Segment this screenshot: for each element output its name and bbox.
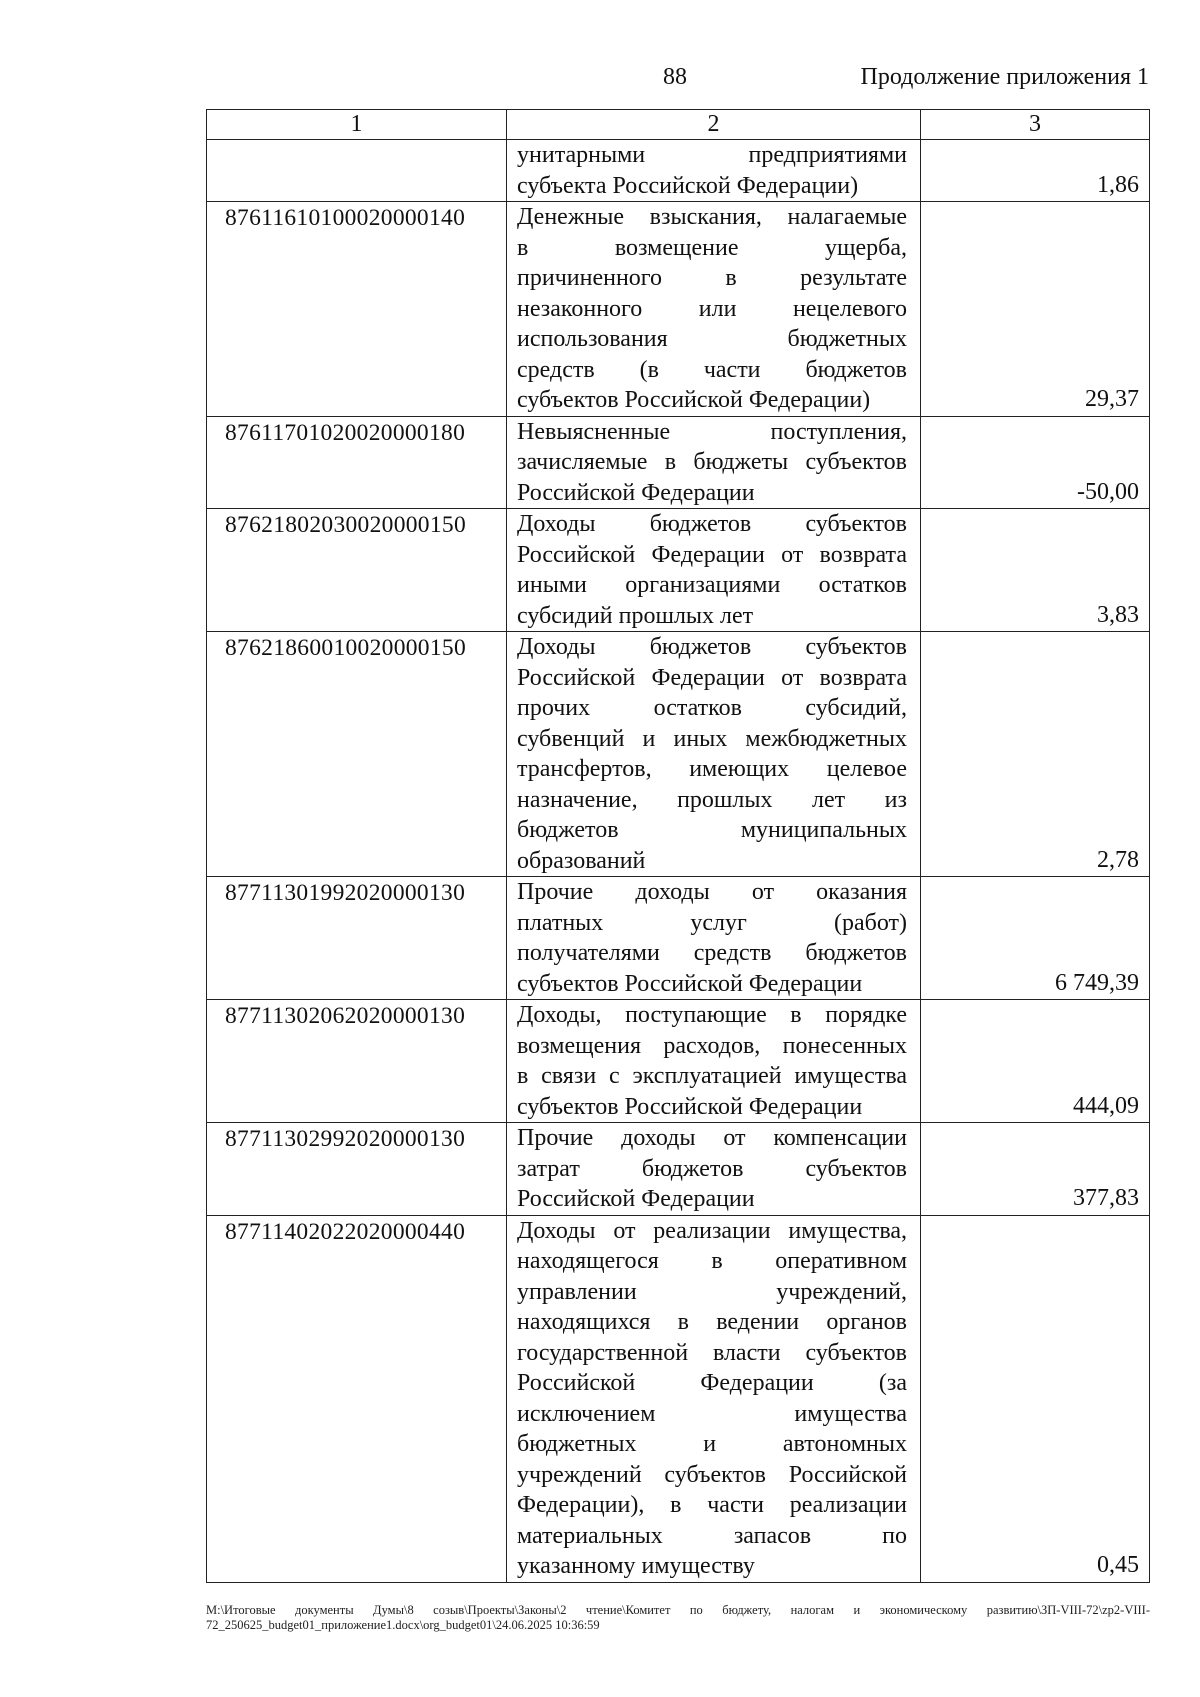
row-code xyxy=(207,140,507,202)
row-description xyxy=(507,1000,921,1123)
row-code: 87621860010020000150 xyxy=(207,632,507,877)
row-amount: 29,37 xyxy=(921,202,1150,417)
row-description xyxy=(507,509,921,632)
description-line: Невыясненные поступления, xyxy=(517,418,907,445)
row-code: 87611701020020000180 xyxy=(207,416,507,509)
row-description xyxy=(507,632,921,877)
description-line: Денежные взыскания, налагаемые xyxy=(517,204,907,230)
row-description xyxy=(507,140,921,202)
description-line: субъектов Российской Федерации xyxy=(517,970,863,997)
description-line: Прочие доходы от компенсации xyxy=(517,1125,907,1151)
row-amount: 377,83 xyxy=(921,1123,1150,1216)
description-line: иными организациями остатков xyxy=(517,572,907,598)
description-line: управлении учреждений, xyxy=(517,1278,907,1305)
row-amount: 3,83 xyxy=(921,509,1150,632)
table-row xyxy=(207,140,1150,202)
row-code: 87711402022020000440 xyxy=(207,1215,507,1582)
row-description xyxy=(507,1215,921,1582)
description-line: средств (в части бюджетов xyxy=(517,356,907,383)
description-line: затрат бюджетов субъектов xyxy=(517,1155,907,1182)
description-line: государственной власти субъектов xyxy=(517,1339,907,1366)
description-line: незаконного или нецелевого xyxy=(517,295,907,322)
table-row xyxy=(207,202,1150,417)
row-description xyxy=(507,1123,921,1216)
description-line: Российской Федерации от возврата xyxy=(517,664,907,691)
description-line: в связи с эксплуатацией имущества xyxy=(517,1063,907,1089)
description-line: Российской Федерации xyxy=(517,479,755,506)
table-row xyxy=(207,1215,1150,1582)
row-amount: -50,00 xyxy=(921,416,1150,509)
description-line: субъектов Российской Федерации xyxy=(517,1093,863,1120)
row-amount: 1,86 xyxy=(921,140,1150,202)
description-line: находящихся в ведении органов xyxy=(517,1309,907,1335)
description-line: Российской Федерации xyxy=(517,1186,755,1212)
description-line: зачисляемые в бюджеты субъектов xyxy=(517,449,907,475)
description-line: субъектов Российской Федерации) xyxy=(517,387,871,413)
description-line: учреждений субъектов Российской xyxy=(517,1461,907,1488)
description-line: возмещения расходов, понесенных xyxy=(517,1032,907,1059)
description-line: Доходы бюджетов субъектов xyxy=(517,511,907,537)
table-row xyxy=(207,416,1150,509)
row-code: 87711301992020000130 xyxy=(207,877,507,1000)
description-line: материальных запасов по xyxy=(517,1522,907,1549)
description-line: Доходы бюджетов субъектов xyxy=(517,634,907,660)
budget-table xyxy=(206,109,1150,1583)
description-line: Федерации), в части реализации xyxy=(517,1492,907,1518)
description-line: прочих остатков субсидий, xyxy=(517,695,907,721)
row-amount: 6 749,39 xyxy=(921,877,1150,1000)
description-line: использования бюджетных xyxy=(517,326,907,352)
description-line: бюджетов муниципальных xyxy=(517,817,907,843)
description-line: платных услуг (работ) xyxy=(517,909,907,936)
row-description xyxy=(507,877,921,1000)
description-line: получателями средств бюджетов xyxy=(517,940,907,966)
table-row xyxy=(207,1123,1150,1216)
description-line: бюджетных и автономных xyxy=(517,1431,907,1457)
description-line: Доходы, поступающие в порядке xyxy=(517,1002,907,1028)
row-description xyxy=(507,416,921,509)
description-line: исключением имущества xyxy=(517,1400,907,1427)
row-code: 87611610100020000140 xyxy=(207,202,507,417)
description-line: трансфертов, имеющих целевое xyxy=(517,756,907,782)
row-code: 87621802030020000150 xyxy=(207,509,507,632)
description-line: субвенций и иных межбюджетных xyxy=(517,725,907,752)
description-line: указанному имуществу xyxy=(517,1553,755,1579)
row-amount: 0,45 xyxy=(921,1215,1150,1582)
table-row xyxy=(207,509,1150,632)
table-row xyxy=(207,1000,1150,1123)
column-header-1: 1 xyxy=(207,110,507,140)
column-header-3: 3 xyxy=(921,110,1150,140)
row-code: 87711302992020000130 xyxy=(207,1123,507,1216)
description-line: Прочие доходы от оказания xyxy=(517,879,907,905)
page-number: 88 xyxy=(663,64,687,90)
table-header-row xyxy=(207,110,1150,140)
continuation-label: Продолжение приложения 1 xyxy=(860,64,1149,90)
description-line: причиненного в результате xyxy=(517,265,907,291)
description-line: Российской Федерации (за xyxy=(517,1370,907,1396)
table-row xyxy=(207,877,1150,1000)
row-description xyxy=(507,202,921,417)
description-line: субъекта Российской Федерации) xyxy=(517,172,859,199)
description-line: Российской Федерации от возврата xyxy=(517,541,907,568)
description-line: образований xyxy=(517,847,646,874)
row-amount: 2,78 xyxy=(921,632,1150,877)
description-line: Доходы от реализации имущества, xyxy=(517,1217,907,1244)
description-line: субсидий прошлых лет xyxy=(517,602,754,629)
description-line: унитарными предприятиями xyxy=(517,142,907,168)
description-line: находящегося в оперативном xyxy=(517,1248,907,1274)
column-header-2: 2 xyxy=(507,110,921,140)
file-path-footer: M:\Итоговые документы Думы\8 созыв\Проекты\Законы\2 чтение\Комитет по бюджету, налогам и экономическому развитию\ЗП-VIII-72\zp2-VIII-72_250625_budget01_приложение1.docx\org_budget01\24.06.2025 10:36:59 xyxy=(206,1603,1150,1632)
row-amount: 444,09 xyxy=(921,1000,1150,1123)
table-row xyxy=(207,632,1150,877)
row-code: 87711302062020000130 xyxy=(207,1000,507,1123)
description-line: назначение, прошлых лет из xyxy=(517,786,907,813)
description-line: в возмещение ущерба, xyxy=(517,234,907,261)
